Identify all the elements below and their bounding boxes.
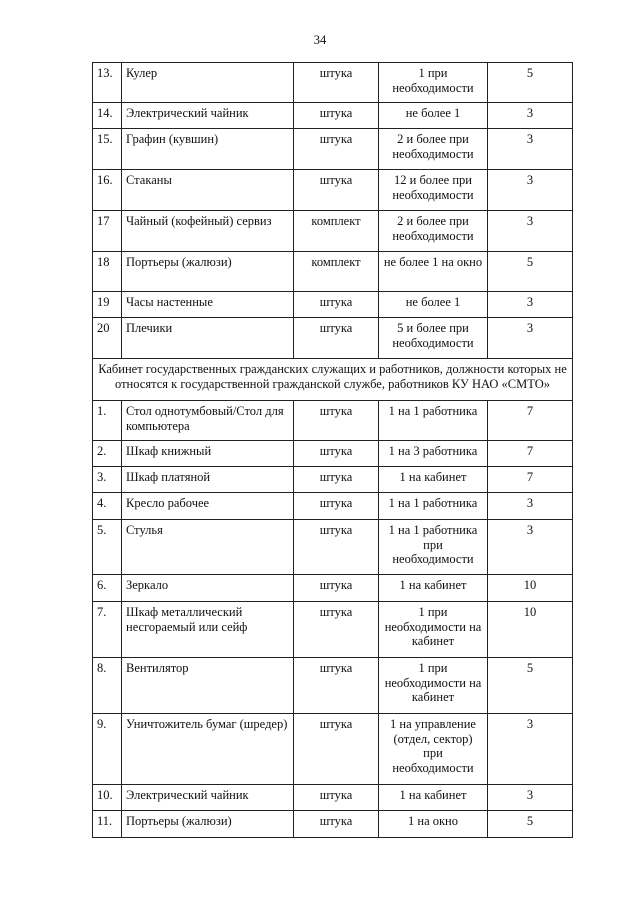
item-number: 2. — [93, 441, 122, 467]
item-number: 10. — [93, 785, 122, 811]
item-term: 3 — [488, 211, 573, 252]
item-norm: 1 при необходимости — [379, 63, 488, 103]
item-name: Портьеры (жалюзи) — [122, 811, 294, 838]
item-number: 20 — [93, 318, 122, 359]
item-unit: штука — [294, 575, 379, 602]
table-row — [93, 318, 573, 359]
item-unit: штука — [294, 520, 379, 575]
item-unit: штука — [294, 441, 379, 467]
item-number: 8. — [93, 658, 122, 714]
item-term: 5 — [488, 811, 573, 838]
table-row — [93, 575, 573, 602]
item-norm: 1 на кабинет — [379, 575, 488, 602]
item-norm: 2 и более при необходимости — [379, 129, 488, 170]
item-unit: штука — [294, 714, 379, 785]
item-name: Портьеры (жалюзи) — [122, 252, 294, 292]
item-number: 14. — [93, 103, 122, 129]
item-term: 5 — [488, 63, 573, 103]
item-norm: 1 на 1 работника при необходимости — [379, 520, 488, 575]
item-number: 4. — [93, 493, 122, 520]
item-name: Кресло рабочее — [122, 493, 294, 520]
item-name: Вентилятор — [122, 658, 294, 714]
table-row — [93, 401, 573, 441]
item-unit: штука — [294, 129, 379, 170]
table-row — [93, 811, 573, 838]
item-term: 3 — [488, 170, 573, 211]
item-name: Стол однотумбовый/Стол для компьютера — [122, 401, 294, 441]
table-body-part1 — [93, 63, 573, 359]
item-norm: 1 на кабинет — [379, 785, 488, 811]
item-term: 10 — [488, 575, 573, 602]
item-number: 18 — [93, 252, 122, 292]
item-number: 1. — [93, 401, 122, 441]
table-row — [93, 714, 573, 785]
item-unit: штука — [294, 318, 379, 359]
table-row — [93, 292, 573, 318]
item-number: 13. — [93, 63, 122, 103]
item-term: 10 — [488, 602, 573, 658]
item-norm: не более 1 — [379, 292, 488, 318]
item-term: 7 — [488, 467, 573, 493]
item-norm: 1 на 1 работника — [379, 401, 488, 441]
table-row — [93, 63, 573, 103]
item-term: 3 — [488, 292, 573, 318]
item-norm: 1 на управление (отдел, сектор) при необходимости — [379, 714, 488, 785]
item-unit: штука — [294, 493, 379, 520]
item-norm: 5 и более при необходимости — [379, 318, 488, 359]
item-norm: 1 на кабинет — [379, 467, 488, 493]
table-row — [93, 170, 573, 211]
item-term: 3 — [488, 129, 573, 170]
item-name: Плечики — [122, 318, 294, 359]
table-row — [93, 103, 573, 129]
item-name: Стаканы — [122, 170, 294, 211]
item-unit: штука — [294, 103, 379, 129]
item-unit: штука — [294, 292, 379, 318]
item-term: 3 — [488, 103, 573, 129]
table-row — [93, 211, 573, 252]
table-row — [93, 658, 573, 714]
item-name: Графин (кувшин) — [122, 129, 294, 170]
item-term: 3 — [488, 318, 573, 359]
section-title: Кабинет государственных гражданских служащих и работников, должности которых не относятся к государственной гражданской службе, работников КУ НАО «СМТО» — [93, 359, 573, 401]
item-name: Шкаф платяной — [122, 467, 294, 493]
item-norm: 1 на окно — [379, 811, 488, 838]
item-norm: 12 и более при необходимости — [379, 170, 488, 211]
table-row — [93, 520, 573, 575]
item-unit: штука — [294, 658, 379, 714]
item-name: Стулья — [122, 520, 294, 575]
item-unit: штука — [294, 170, 379, 211]
item-number: 6. — [93, 575, 122, 602]
table-row — [93, 602, 573, 658]
item-term: 3 — [488, 520, 573, 575]
item-name: Уничтожитель бумаг (шредер) — [122, 714, 294, 785]
table-body-part2 — [93, 401, 573, 838]
item-term: 3 — [488, 493, 573, 520]
table-row — [93, 493, 573, 520]
item-name: Зеркало — [122, 575, 294, 602]
item-norm: 1 на 1 работника — [379, 493, 488, 520]
item-norm: 1 на 3 работника — [379, 441, 488, 467]
table-section — [93, 359, 573, 401]
table-row — [93, 252, 573, 292]
table-row — [93, 467, 573, 493]
item-number: 5. — [93, 520, 122, 575]
item-name: Шкаф металлический несгораемый или сейф — [122, 602, 294, 658]
table-row — [93, 129, 573, 170]
item-unit: комплект — [294, 211, 379, 252]
item-norm: 2 и более при необходимости — [379, 211, 488, 252]
item-number: 15. — [93, 129, 122, 170]
item-unit: комплект — [294, 252, 379, 292]
item-term: 3 — [488, 785, 573, 811]
item-term: 3 — [488, 714, 573, 785]
section-row — [93, 359, 573, 401]
item-term: 7 — [488, 401, 573, 441]
item-number: 16. — [93, 170, 122, 211]
item-number: 7. — [93, 602, 122, 658]
item-name: Часы настенные — [122, 292, 294, 318]
item-number: 11. — [93, 811, 122, 838]
item-number: 9. — [93, 714, 122, 785]
item-number: 19 — [93, 292, 122, 318]
item-term: 7 — [488, 441, 573, 467]
item-unit: штука — [294, 602, 379, 658]
item-name: Кулер — [122, 63, 294, 103]
table-row — [93, 441, 573, 467]
item-term: 5 — [488, 658, 573, 714]
item-unit: штука — [294, 785, 379, 811]
furniture-norms-table — [92, 62, 573, 838]
item-norm: не более 1 на окно — [379, 252, 488, 292]
item-name: Чайный (кофейный) сервиз — [122, 211, 294, 252]
item-number: 3. — [93, 467, 122, 493]
item-name: Электрический чайник — [122, 785, 294, 811]
item-norm: 1 при необходимости на кабинет — [379, 602, 488, 658]
item-name: Электрический чайник — [122, 103, 294, 129]
page-number: 34 — [313, 33, 327, 47]
item-unit: штука — [294, 401, 379, 441]
item-term: 5 — [488, 252, 573, 292]
item-name: Шкаф книжный — [122, 441, 294, 467]
item-unit: штука — [294, 811, 379, 838]
item-unit: штука — [294, 63, 379, 103]
item-number: 17 — [93, 211, 122, 252]
item-norm: не более 1 — [379, 103, 488, 129]
item-norm: 1 при необходимости на кабинет — [379, 658, 488, 714]
table-row — [93, 785, 573, 811]
item-unit: штука — [294, 467, 379, 493]
